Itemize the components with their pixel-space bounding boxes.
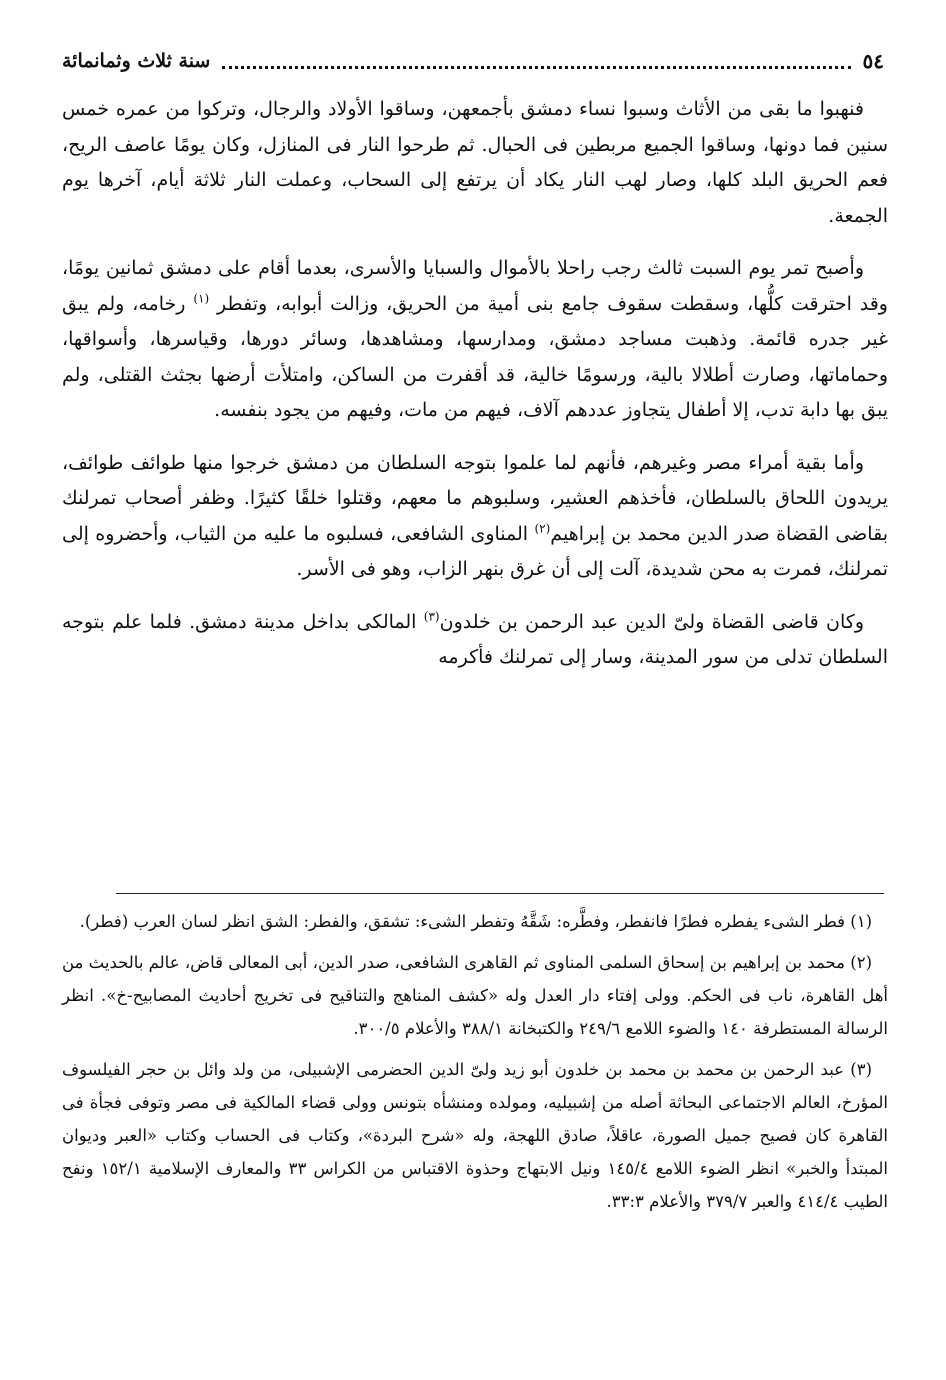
paragraph: وكان قاضى القضاة ولىّ الدين عبد الرحمن بن خلدون$^{(٣)}$ المالكى بداخل مدينة دمشق. فلما علم بتوجه السلطان تدلى من سور المدينة، وسار إلى تمرلنك فأكرمه: [62, 609, 888, 668]
page-header: [62, 44, 884, 78]
footnote-ref: (١): [193, 291, 210, 306]
footnote-ref: (٣): [423, 609, 440, 624]
running-title: سنة ثلاث وثمانمائة: [62, 50, 211, 72]
paragraph: وأما بقية أمراء مصر وغيرهم، فأنهم لما علموا بتوجه السلطان من دمشق خرجوا منها طوائف طوائف، يريدون اللحاق بالسلطان، فأخذهم العشير، وسلبوهم ما معهم، وقتلوا خلقًا كثيرًا. وظفر أصحاب تمرلنك بقاضى القضاة صدر الدين محمد بن إبراهيم$^{(٢)}$ المناوى الشافعى، فسلبوه ما عليه من الثياب، وأحضروه إلى تمرلنك، فمرت به محن شديدة، آلت إلى أن غرق بنهر الزاب، وهو فى الأسر.: [62, 451, 889, 580]
paragraph: فنهبوا ما بقى من الأثاث وسبوا نساء دمشق بأجمعهن، وساقوا الأولاد والرجال، وتركوا من عمره خمس سنين فما دونها، وساقوا الجميع مربطين فى الحبال. ثم طرحوا النار فى المنازل، وكان يومًا عاصف الريح، فعم الحريق البلد كلها، وصار لهب النار يكاد أن يرتفع إلى السحاب، وعملت النار ثلاثة أيام، آخرها يوم الجمعة.: [62, 98, 888, 227]
paragraph: وأصبح تمر يوم السبت ثالث رجب راحلا بالأموال والسبايا والأسرى، بعدما أقام على دمشق ثمانين يومًا، وقد احترقت كلُّها، وسقطت سقوف جامع بنى أمية من الحريق، وزالت أبوابه، وتفطر $^{(١)}$ رخامه، ولم يبق غير جدره قائمة. وذهبت مساجد دمشق، ومدارسها، ومشاهدها، وسائر دورها، وقياسرها، وأسواقها، وحماماتها، وصارت أطلالا بالية، ورسومًا خالية، قد أقفرت من الساكن، وامتلأت أرضها بجثث القتلى، ولم يبق بها دابة تدب، إلا أطفال يتجاوز عددهم آلاف، فيهم من مات، وفيهم من يجود بنفسه.: [62, 257, 888, 421]
footnote-separator: [116, 893, 884, 894]
footnote: (٣) عبد الرحمن بن محمد بن محمد بن خلدون أبو زيد ولىّ الدين الحضرمى الإشبيلى، من ولد وائل بن حجر الفيلسوف المؤرخ، العالم الاجتماعى البحاثة أصله من إشبيليه، ومولده ومنشأه بتونس وولى قضاء المالكية فى مصر وتوفى فجأة فى القاهرة كان فصيح جميل الصورة، عاقلاً، صادق اللهجة، وله «شرح البردة»، وكتاب فى الحساب وكتاب «العبر وديوان المبتدأ والخبر» انظر الضوء اللامع ١٤٥/٤ ونيل الابتهاج وحذوة الاقتباس من الكراس ٣٣ والمعارف الإسلامية ١٥٢/١ ونفح الطيب ٤١٤/٤ والعبر ٣٧٩/٧ والأعلام ٣٣:٣.: [62, 1060, 888, 1211]
footnote: (٢) محمد بن إبراهيم بن إسحاق السلمى المناوى ثم القاهرى الشافعى، صدر الدين، أبى المعالى قاض، عالم بالحديث من أهل القاهرة، ناب فى الحكم. وولى إفتاء دار العدل وله «كشف المناهج والتناقيح فى تخريج أحاديث المصابيح-خ». انظر الرسالة المستطرفة ١٤٠ والضوء اللامع ٢٤٩/٦ والكتبخانة ٣٨٨/١ والأعلام ٣٠٠/٥.: [62, 953, 888, 1038]
footnote-ref: (٢): [534, 521, 551, 536]
header-dot-leader: [222, 66, 850, 69]
footnote: (١) فطر الشىء يفطره فطرًا فانفطر، وفطَّره: شَقَّهُ وتفطر الشىء: تشقق، والفطر: الشق انظر لسان العرب (فطر).: [79, 912, 872, 931]
page-number: ٥٤: [862, 49, 884, 73]
main-text: [62, 92, 888, 693]
footnotes: [62, 905, 888, 1226]
